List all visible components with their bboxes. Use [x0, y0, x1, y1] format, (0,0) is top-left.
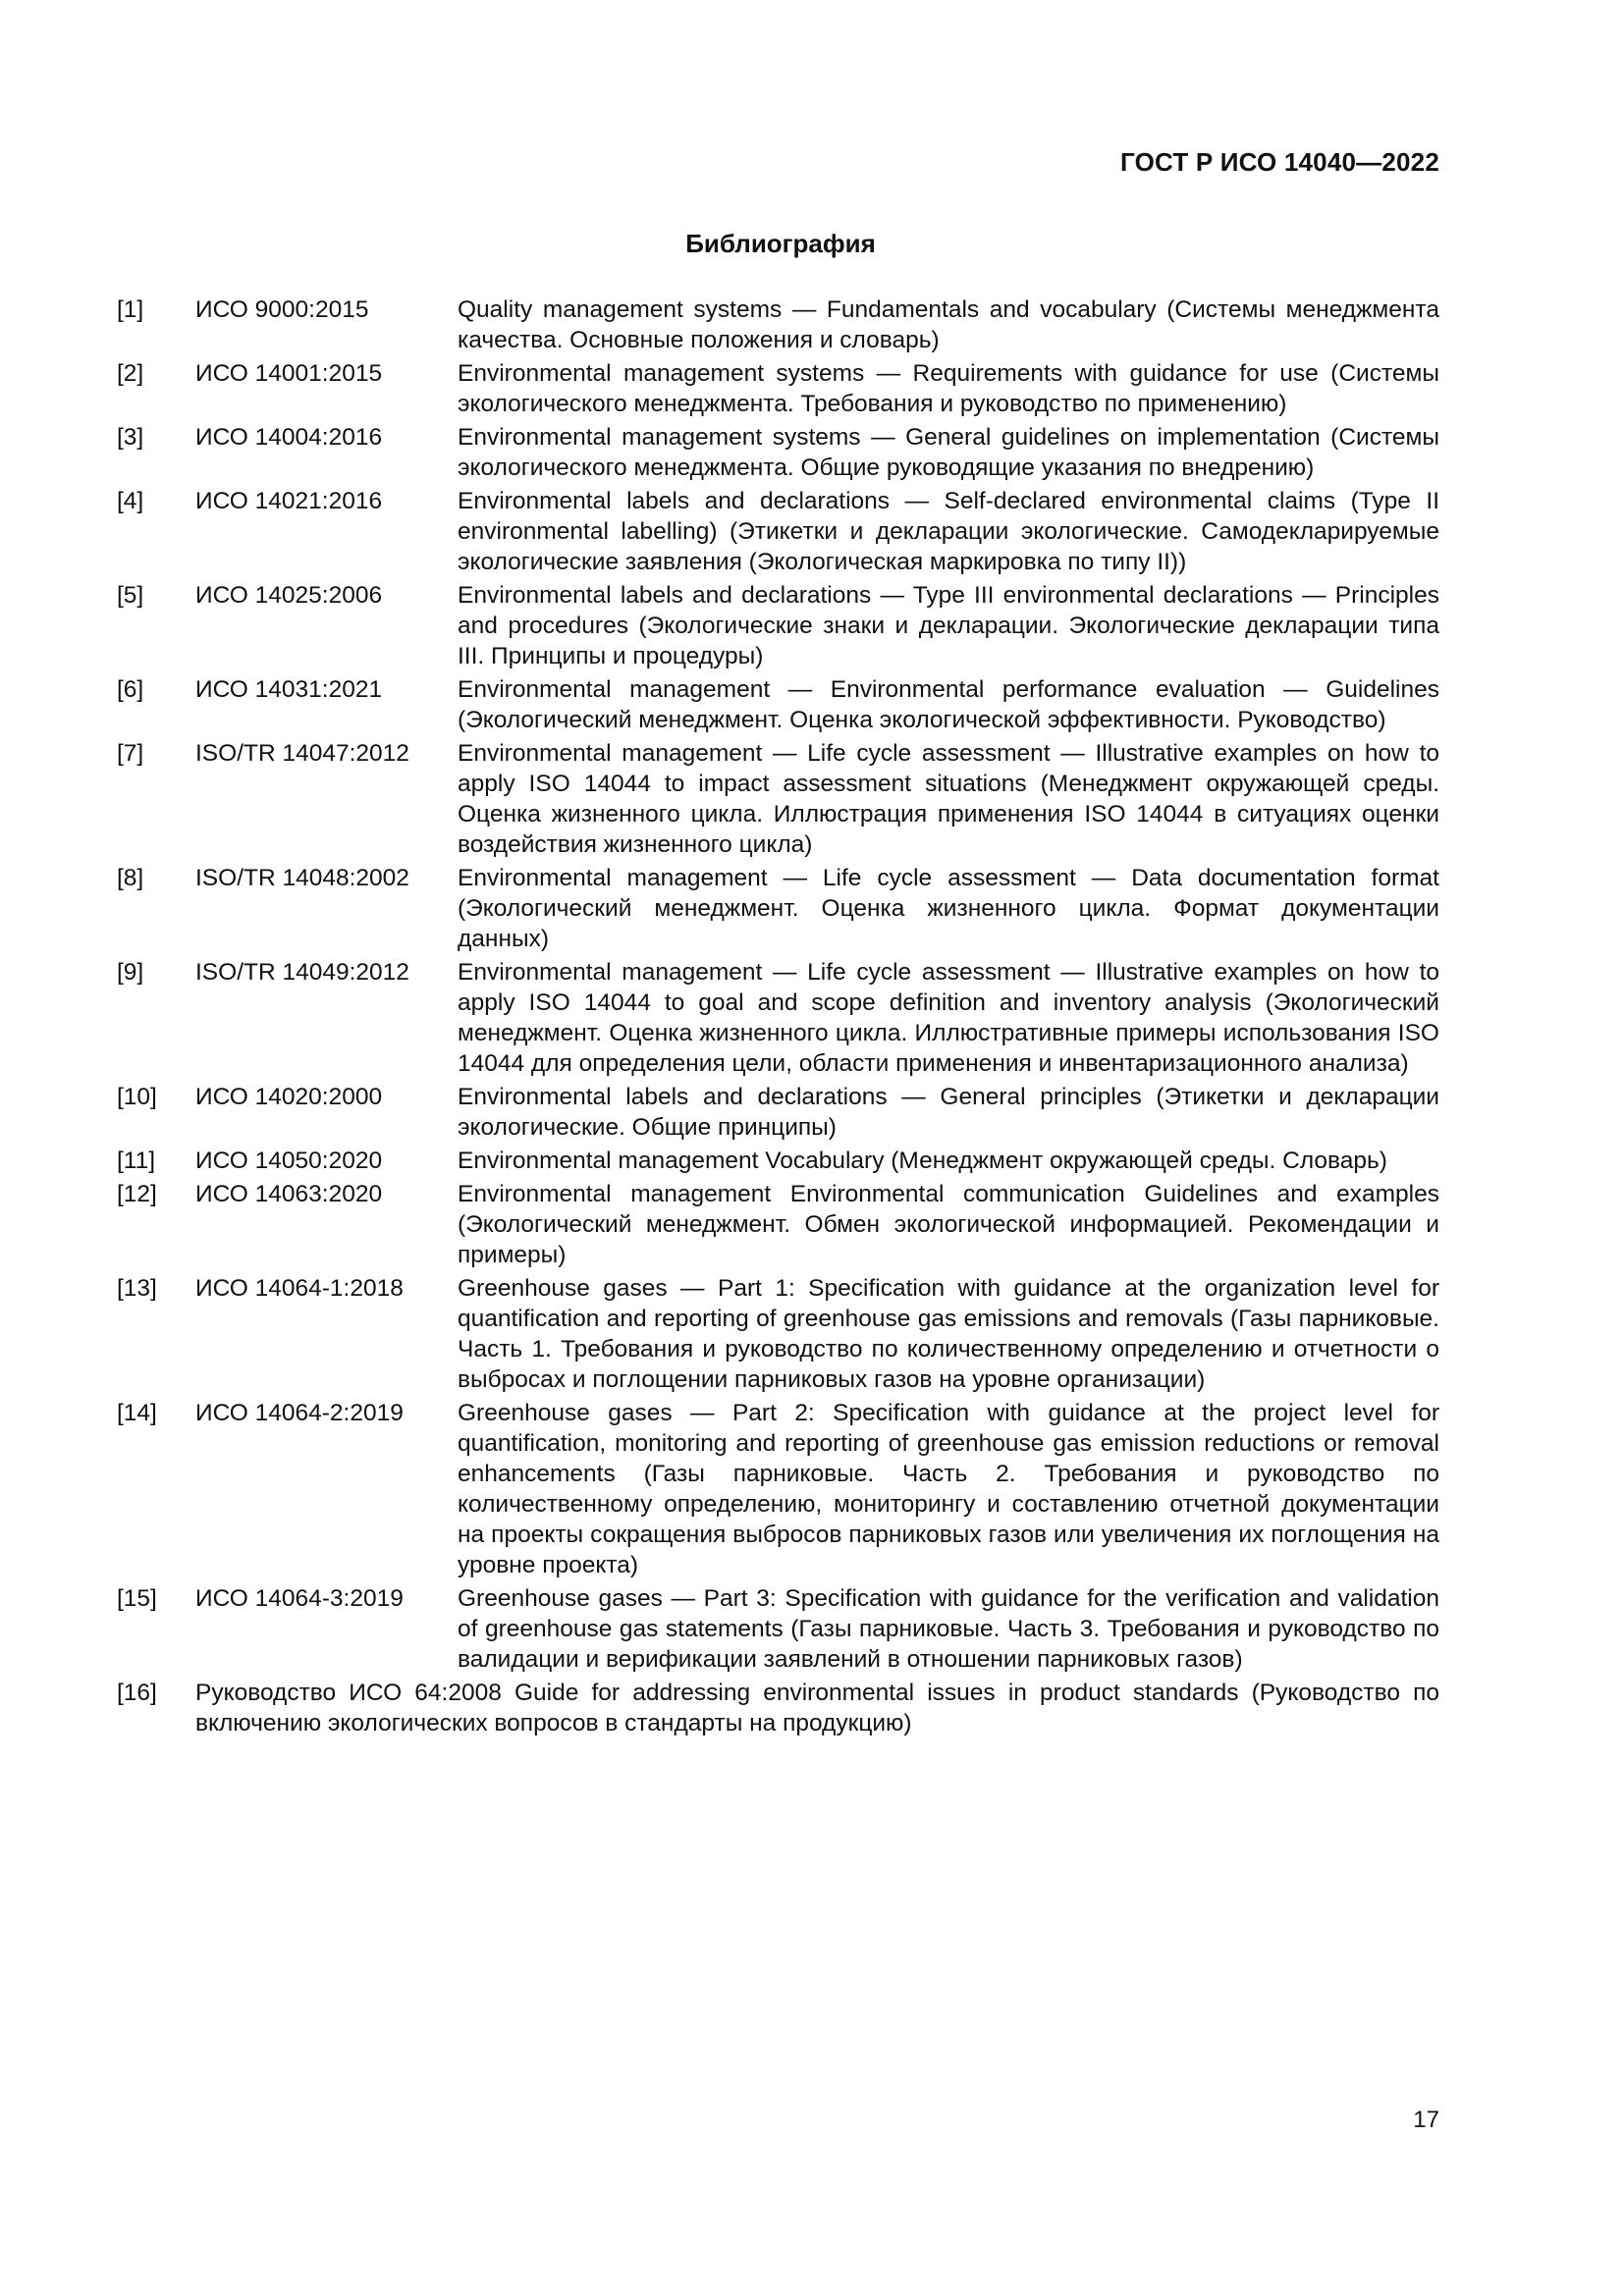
- entry-title: Environmental labels and declarations — General principles (Этикетки и декларации экологические. Общие принципы): [458, 1084, 1439, 1141]
- entry-title: Environmental management Environmental communication Guidelines and examples (Экологический менеджмент. Обмен экологической информацией. Рекомендации и примеры): [458, 1181, 1439, 1268]
- page-number: 17: [1413, 2107, 1439, 2133]
- entry-standard-code: ИСО 14031:2021: [195, 676, 383, 703]
- entry-number: [5]: [117, 582, 144, 609]
- entry-number: [13]: [117, 1275, 157, 1302]
- document-code: ГОСТ Р ИСО 14040—2022: [1119, 147, 1439, 177]
- entry-title: Greenhouse gases — Part 2: Specification with guidance at the project level for quantification, monitoring and reporting of greenhouse gas emission reductions or removal enhancements (Газы парниковые. Часть 2. Требования и руководство по количественному определению, мониторингу и составлению отчетной документации на проекты сокращения выбросов парниковых газов или увеличения их поглощения на уровне проекта): [458, 1400, 1439, 1578]
- entry-number: [1]: [117, 296, 144, 323]
- entry-standard-code: ИСО 14004:2016: [195, 424, 383, 451]
- entry-number: [2]: [117, 360, 144, 387]
- entry-title: Environmental management systems — Requirements with guidance for use (Системы экологического менеджмента. Требования и руководство по применению): [458, 360, 1439, 417]
- entry-number: [3]: [117, 424, 144, 451]
- entry-title: Environmental management — Environmental performance evaluation — Guidelines (Экологический менеджмент. Оценка экологической эффективности. Руководство): [458, 676, 1439, 733]
- entry-title: Environmental management — Life cycle assessment — Data documentation format (Экологический менеджмент. Оценка жизненного цикла. Формат документации данных): [458, 865, 1439, 952]
- bibliography-entry: [117, 674, 1439, 735]
- entry-number: [7]: [117, 740, 144, 767]
- bibliography-entry: [117, 580, 1439, 671]
- entry-number: [14]: [117, 1400, 157, 1426]
- entry-number: [11]: [117, 1148, 156, 1174]
- entry-title: Environmental labels and declarations — Type III environmental declarations — Principles and procedures (Экологические знаки и декларации. Экологические декларации типа III. Принципы и процедуры): [458, 582, 1439, 669]
- page-title: Библиография: [685, 229, 876, 258]
- bibliography-entry: [117, 1146, 1439, 1176]
- entry-standard-code: ИСО 9000:2015: [195, 296, 369, 323]
- bibliography-entry: [117, 1273, 1439, 1395]
- entry-standard-code: ISO/TR 14047:2012: [195, 740, 409, 767]
- bibliography-entry: [117, 957, 1439, 1079]
- entry-title: Environmental management — Life cycle assessment — Illustrative examples on how to apply ISO 14044 to impact assessment situations (Менеджмент окружающей среды. Оценка жизненного цикла. Иллюстрация применения ISO 14044 в ситуациях оценки воздействия жизненного цикла): [458, 740, 1439, 858]
- entry-title: Environmental management systems — General guidelines on implementation (Системы экологического менеджмента. Общие руководящие указания по внедрению): [458, 424, 1439, 481]
- entry-standard-code: ISO/TR 14049:2012: [195, 959, 409, 986]
- entry-title: Environmental management Vocabulary (Менеджмент окружающей среды. Словарь): [458, 1148, 1387, 1174]
- entry-standard-code: ИСО 14020:2000: [195, 1084, 383, 1110]
- entry-standard-code: ISO/TR 14048:2002: [195, 865, 409, 891]
- entry-number: [8]: [117, 865, 144, 891]
- bibliography-entry: [117, 738, 1439, 860]
- entry-title: Greenhouse gases — Part 1: Specification with guidance at the organization level for quantification and reporting of greenhouse gas emissions and removals (Газы парниковые. Часть 1. Требования и руководство по количественному определению и отчетности о выбросах и поглощении парниковых газов на уровне организации): [458, 1275, 1439, 1393]
- entry-title: Greenhouse gases — Part 3: Specification with guidance for the verification and validation of greenhouse gas statements (Газы парниковые. Часть 3. Требования и руководство по валидации и верификации заявлений в отношении парниковых газов): [458, 1585, 1439, 1673]
- bibliography-entry: [117, 358, 1439, 419]
- entry-number: [6]: [117, 676, 144, 703]
- entry-number: [9]: [117, 959, 144, 986]
- bibliography-list: [117, 294, 1439, 1741]
- bibliography-entry: [117, 1179, 1439, 1270]
- entry-standard-code: ИСО 14063:2020: [195, 1181, 383, 1207]
- entry-title: Environmental labels and declarations — Self-declared environmental claims (Type II environmental labelling) (Этикетки и декларации экологические. Самодекларируемые экологические заявления (Экологическая маркировка по типу II)): [458, 488, 1439, 575]
- entry-title: Environmental management — Life cycle assessment — Illustrative examples on how to apply ISO 14044 to goal and scope definition and inventory analysis (Экологический менеджмент. Оценка жизненного цикла. Иллюстративные примеры использования ISO 14044 для определения цели, области применения и инвентаризационного анализа): [458, 959, 1439, 1077]
- entry-number: [12]: [117, 1181, 157, 1207]
- bibliography-entry: [117, 294, 1439, 355]
- entry-standard-code: ИСО 14001:2015: [195, 360, 383, 387]
- entry-number: [10]: [117, 1084, 157, 1110]
- bibliography-entry: [117, 863, 1439, 954]
- bibliography-entry: [117, 1082, 1439, 1143]
- entry-number: [16]: [117, 1680, 157, 1706]
- entry-number: [4]: [117, 488, 144, 514]
- entry-title: Quality management systems — Fundamentals and vocabulary (Системы менеджмента качества. Основные положения и словарь): [458, 296, 1439, 353]
- entry-title: Руководство ИСО 64:2008 Guide for addressing environmental issues in product standards (Руководство по включению экологических вопросов в стандарты на продукцию): [195, 1680, 1439, 1736]
- bibliography-entry: [117, 1583, 1439, 1675]
- entry-standard-code: ИСО 14064-2:2019: [195, 1400, 404, 1426]
- entry-number: [15]: [117, 1585, 157, 1612]
- entry-standard-code: ИСО 14050:2020: [195, 1148, 383, 1174]
- entry-standard-code: ИСО 14064-3:2019: [195, 1585, 404, 1612]
- entry-standard-code: ИСО 14025:2006: [195, 582, 383, 609]
- bibliography-entry: [117, 422, 1439, 483]
- entry-standard-code: ИСО 14064-1:2018: [195, 1275, 404, 1302]
- bibliography-entry: [117, 1398, 1439, 1580]
- bibliography-entry: [117, 486, 1439, 577]
- entry-standard-code: ИСО 14021:2016: [195, 488, 383, 514]
- bibliography-entry-last: [117, 1678, 1439, 1738]
